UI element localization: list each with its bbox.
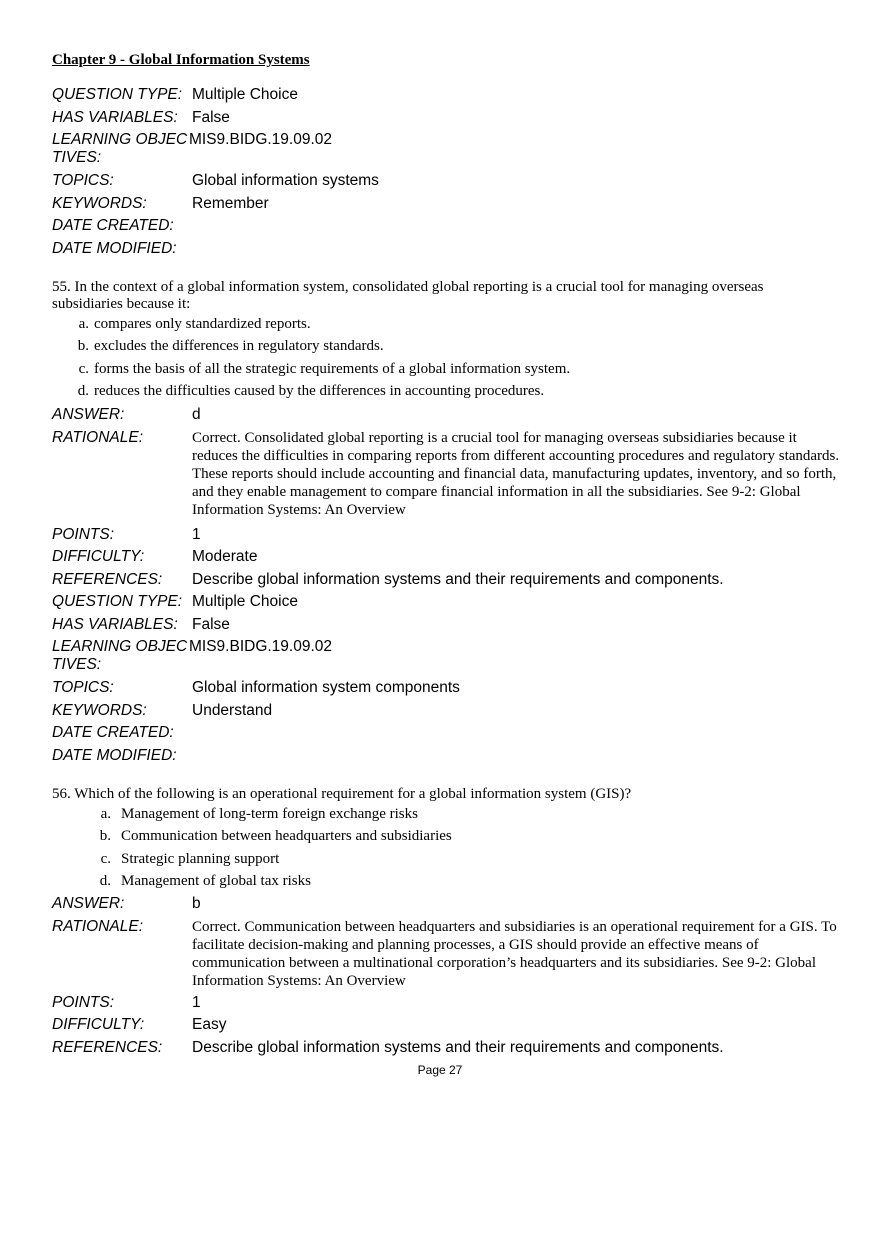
label: KEYWORDS:: [52, 701, 147, 719]
meta-keywords: [52, 702, 842, 725]
value: Describe global information systems and their requirements and components.: [192, 570, 724, 588]
value: MIS9.BIDG.19.09.02: [189, 638, 333, 655]
question-55-options: [67, 313, 570, 403]
meta-references: [52, 1039, 842, 1062]
question-56-stem: 56. Which of the following is an operational requirement for a global information system (GIS)?: [52, 786, 632, 802]
option-b: b. Communication between headquarters and subsidiaries: [99, 828, 452, 845]
label: POINTS:: [52, 525, 115, 543]
question-56-metadata: [52, 895, 842, 1061]
meta-points: [52, 526, 842, 549]
value: Describe global information systems and their requirements and components.: [192, 1038, 724, 1056]
value: Multiple Choice: [192, 593, 298, 610]
meta-date-created: [52, 217, 842, 240]
meta-references: [52, 571, 842, 594]
meta-keywords: [52, 195, 842, 218]
value: Moderate: [192, 548, 258, 565]
value: b: [192, 895, 201, 912]
label: POINTS:: [52, 993, 115, 1011]
label: QUESTION TYPE:: [52, 593, 183, 610]
label: DATE MODIFIED:: [52, 746, 177, 764]
label: DATE CREATED:: [52, 217, 174, 234]
label: LEARNING OBJECTIVES:: [52, 638, 188, 673]
option-a: a. compares only standardized reports.: [78, 315, 311, 332]
meta-difficulty: [52, 548, 842, 571]
value: [192, 240, 842, 263]
meta-learning-objectives: [52, 638, 842, 679]
value: MIS9.BIDG.19.09.02: [189, 131, 333, 148]
meta-date-modified: [52, 747, 842, 770]
option-d: d. reduces the difficulties caused by the differences in accounting procedures.: [77, 383, 545, 400]
label: DATE MODIFIED:: [52, 239, 177, 257]
meta-question-type: [52, 593, 842, 616]
label: TOPICS:: [52, 172, 114, 189]
label: ANSWER:: [52, 406, 125, 423]
chapter-title: Chapter 9 - Global Information Systems: [52, 52, 310, 68]
meta-difficulty: [52, 1016, 842, 1039]
meta-answer: [52, 895, 842, 918]
top-metadata: [52, 86, 842, 262]
option-c: c. forms the basis of all the strategic requirements of a global information system.: [78, 360, 571, 377]
value: False: [192, 108, 230, 126]
meta-topics: [52, 679, 842, 702]
value: Remember: [192, 194, 269, 212]
value: [192, 747, 842, 770]
value: [192, 724, 842, 747]
question-55-stem: 55. In the context of a global information system, consolidated global reporting is a crucial tool for managing overseas subsidiaries because it:: [52, 279, 764, 312]
value: [192, 217, 842, 240]
value: Global information systems: [192, 172, 379, 189]
meta-rationale: [52, 918, 842, 994]
meta-has-variables: [52, 109, 842, 132]
value: 1: [192, 525, 201, 543]
label: ANSWER:: [52, 895, 125, 912]
meta-rationale: [52, 429, 842, 526]
value: Correct. Consolidated global reporting is a crucial tool for managing overseas subsidiaries because it reduces the difficulties in comparing reports from different accounting procedures and regulatory standards. These reports should include accounting and financial data, manufacturing updates, inventory, and so forth, and they enable management to compare financial information in all the subsidiaries. See 9-2: Global Information Systems: An Overview: [192, 429, 840, 518]
label: DIFFICULTY:: [52, 1016, 145, 1033]
option-a: a. Management of long-term foreign exchange risks: [100, 805, 418, 822]
label: REFERENCES:: [52, 1038, 163, 1056]
value: Correct. Communication between headquarters and subsidiaries is an operational requirement for a GIS. To facilitate decision-making and planning processes, a GIS should provide an effective means of communication between a multinational corporation’s headquarters and its subsidiaries. See 9-2: Global Information Systems: An Overview: [192, 918, 837, 989]
label: KEYWORDS:: [52, 194, 147, 212]
meta-has-variables: [52, 616, 842, 639]
value: False: [192, 615, 230, 633]
label: DIFFICULTY:: [52, 548, 145, 565]
label: RATIONALE:: [52, 428, 144, 446]
question-56-options: [67, 803, 452, 893]
option-c: c. Strategic planning support: [100, 850, 280, 867]
meta-date-created: [52, 724, 842, 747]
label: TOPICS:: [52, 679, 114, 696]
meta-answer: [52, 406, 842, 429]
label: QUESTION TYPE:: [52, 86, 183, 103]
label: REFERENCES:: [52, 570, 163, 588]
option-b: b. excludes the differences in regulatory standards.: [77, 338, 384, 355]
value: Global information system components: [192, 679, 460, 696]
value: d: [192, 406, 201, 423]
question-55-metadata: [52, 406, 842, 769]
option-d: d. Management of global tax risks: [99, 873, 311, 890]
label: DATE CREATED:: [52, 724, 174, 741]
value: Understand: [192, 701, 273, 719]
value: Easy: [192, 1016, 227, 1033]
meta-question-type: [52, 86, 842, 109]
meta-topics: [52, 172, 842, 195]
label: HAS VARIABLES:: [52, 615, 178, 633]
page-number: Page 27: [417, 1063, 463, 1077]
meta-date-modified: [52, 240, 842, 263]
value: Multiple Choice: [192, 86, 298, 103]
label: HAS VARIABLES:: [52, 108, 178, 126]
value: 1: [192, 993, 201, 1011]
label: RATIONALE:: [52, 917, 144, 935]
meta-learning-objectives: [52, 131, 842, 172]
meta-points: [52, 994, 842, 1017]
label: LEARNING OBJECTIVES:: [52, 131, 188, 166]
